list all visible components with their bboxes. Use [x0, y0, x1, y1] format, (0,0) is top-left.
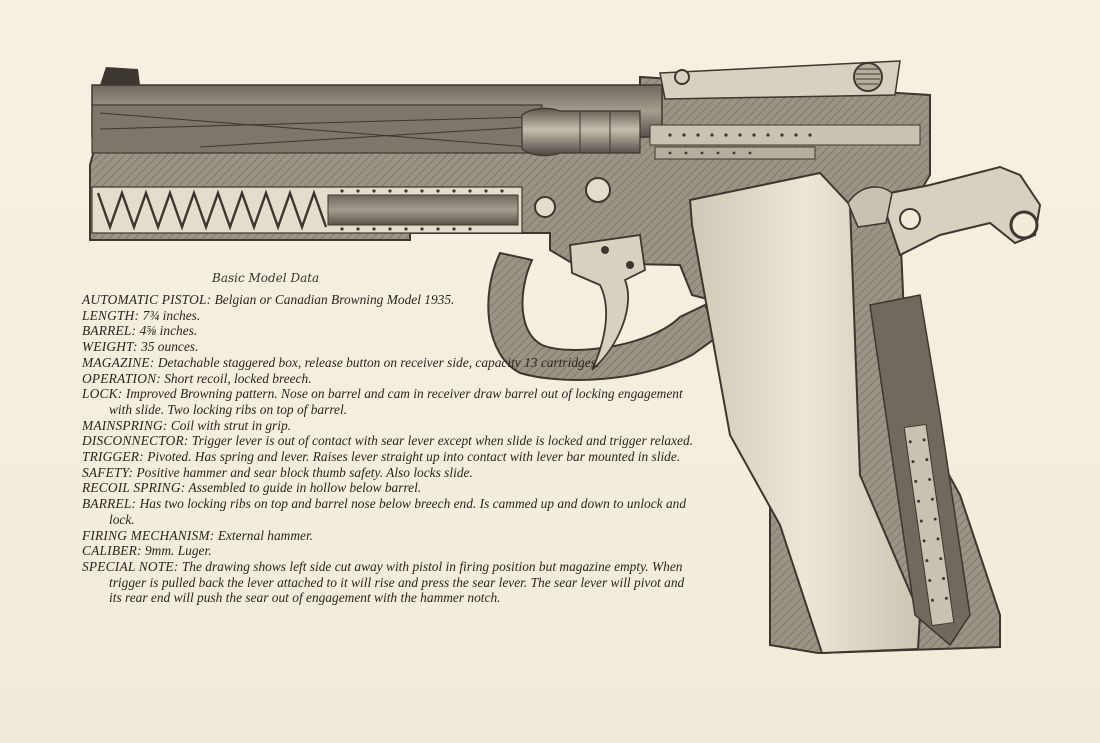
spec-value: Positive hammer and sear block thumb safety. Also locks slide. [136, 464, 473, 480]
spec-item [82, 480, 694, 496]
spec-key: CALIBER: [82, 543, 142, 559]
spec-value: The drawing shows left side cut away with pistol in firing position but magazine empty. When trigger is pulled back the lever attached to it will rise and press the sear lever. The sear lever will pivot and its rear end will push the sear out of engagement with the hammer notch. [109, 558, 685, 606]
slide-stop-pin [535, 197, 555, 217]
spec-item [82, 559, 694, 606]
spec-value: External hammer. [217, 527, 314, 543]
spec-item [82, 496, 694, 527]
barrel [92, 105, 542, 153]
spec-item [82, 528, 694, 544]
caption: Basic Model Data [212, 271, 320, 285]
spec-key: RECOIL SPRING: [82, 480, 186, 496]
spec-key: OPERATION: [82, 370, 161, 386]
spec-item [82, 543, 694, 559]
spec-item [82, 308, 694, 324]
spec-value: 35 ounces. [141, 339, 199, 355]
spec-key: DISCONNECTOR: [82, 433, 189, 449]
spec-key: TRIGGER: [82, 449, 144, 465]
spec-item [82, 433, 694, 449]
front-sight [100, 67, 140, 85]
sight-screw [675, 70, 689, 84]
spec-item [82, 355, 694, 371]
spec-item [82, 465, 694, 481]
spec-key: LOCK: [82, 386, 123, 402]
cartridge [522, 108, 640, 155]
spec-value: 9mm. Luger. [144, 543, 212, 559]
spec-key: WEIGHT: [82, 339, 138, 355]
spec-value: 4⅝ inches. [139, 323, 198, 339]
rear-knurled-knob [854, 63, 882, 91]
spec-item [82, 323, 694, 339]
spec-key: BARREL: [82, 323, 137, 339]
spec-value: Coil with strut in grip. [170, 417, 292, 433]
spec-value: Belgian or Canadian Browning Model 1935. [214, 292, 455, 307]
spec-item [82, 449, 694, 465]
spec-key: MAINSPRING: [82, 417, 168, 433]
spec-key: AUTOMATIC PISTOL: [82, 292, 212, 307]
spec-item [82, 418, 694, 434]
spec-key: MAGAZINE: [82, 354, 155, 370]
spec-item [82, 386, 694, 417]
spec-value: Assembled to guide in hollow below barrel. [188, 480, 422, 496]
spec-value: Trigger lever is out of contact with sear lever except when slide is locked and trigger relaxed. [191, 433, 694, 449]
spec-value: Has two locking ribs on top and barrel nose below breech end. Is cammed up and down to unlock and lock. [109, 496, 687, 527]
spec-key: BARREL: [82, 496, 137, 512]
spec-key: SAFETY: [82, 464, 134, 480]
hammer-pivot [900, 209, 920, 229]
hammer-ring [1011, 212, 1037, 238]
spec-item [82, 339, 694, 355]
firing-pin-channel [650, 125, 920, 145]
spec-item [82, 292, 694, 308]
spec-value: Short recoil, locked breech. [164, 370, 312, 386]
recoil-spring-guide [328, 195, 518, 225]
spec-value: Pivoted. Has spring and lever. Raises lever straight up into contact with lever bar mounted in slide. [147, 449, 681, 465]
spec-item [82, 371, 694, 387]
spec-list [82, 292, 694, 606]
spec-value: 7¾ inches. [142, 307, 201, 323]
spec-key: SPECIAL NOTE: [82, 558, 179, 574]
frame-pin [586, 178, 610, 202]
spec-value: Improved Browning pattern. Nose on barrel and cam in receiver draw barrel out of locking engagement with slide. Two locking ribs on top of barrel. [109, 386, 683, 417]
spec-key: FIRING MECHANISM: [82, 527, 215, 543]
spec-key: LENGTH: [82, 307, 140, 323]
spec-value: Detachable staggered box, release button on receiver side, capacity 13 cartridges. [157, 354, 600, 370]
